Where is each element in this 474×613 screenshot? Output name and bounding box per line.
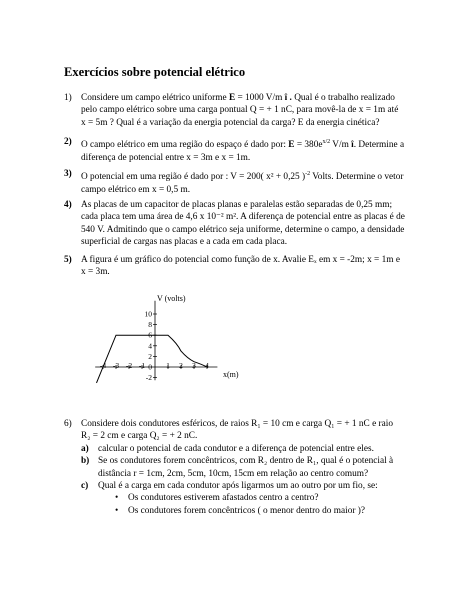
question-2-body [81, 136, 471, 164]
x-tick-label: -4 [99, 361, 107, 370]
bullet-1-text: Os condutores estiverem afastados centro a centro? [128, 493, 319, 504]
y-tick-label: 10 [144, 309, 152, 319]
x-tick-label: 4 [205, 361, 209, 370]
x-tick-label: -1 [138, 361, 146, 370]
question-4-line-1: As placas de um capacitor de placas planas e paralelas estão separadas de 0,25 mm; [81, 200, 393, 210]
y-tick-label: 8 [148, 320, 152, 330]
y-tick-label: 2 [148, 351, 152, 361]
question-2-number: 2) [64, 137, 72, 147]
question-6-number: 6) [64, 419, 72, 429]
question-3-body [81, 168, 471, 196]
question-5-body [81, 254, 471, 279]
question-6-line-2: R₂ = 2 cm e carga Q₂ = + 2 nC. [81, 431, 198, 442]
bullet-2-text: Os condutores forem concêntricos ( o menor dentro do maior )? [128, 505, 365, 516]
y-tick-label: -2 [145, 373, 152, 383]
graph-y-label: V (volts) [157, 294, 186, 303]
item-b-label: b) [81, 456, 90, 467]
question-3-line-1: O potencial em uma região é dado por : V = 200( x² + 0,25 )$^{-2}$ Volts. Determine o vetor [81, 171, 404, 183]
y-tick-label: 0 [148, 362, 152, 372]
x-tick-label: -3 [112, 361, 120, 370]
graph-ticks [100, 310, 209, 383]
y-tick-label: 6 [148, 330, 152, 340]
x-tick-label: -2 [125, 361, 133, 370]
question-4-line-4: superficial de cargas nas placas e a cada em cada placa. [81, 237, 288, 248]
question-1-line-2: pelo campo elétrico sobre uma carga pontual Q = + 1 nC, para movê-la de x = 1m até [81, 105, 399, 116]
item-a-line-1: calcular o potencial de cada condutor e a diferença de potencial entre eles. [98, 443, 374, 454]
question-3-line-2: campo elétrico em x = 0,5 m. [81, 184, 191, 195]
question-1-line-1: Considere um campo elétrico uniforme E = 1000 V/m î . Qual é o trabalho realizado [81, 93, 395, 103]
x-tick-label: 3 [192, 361, 196, 370]
y-tick-label: 4 [148, 341, 152, 351]
item-b-line-2: distância r = 1cm, 2cm, 5cm, 10cm, 15cm em relação ao centro comum? [98, 468, 369, 479]
question-4-number: 4) [64, 200, 72, 210]
item-c-label: c) [81, 481, 89, 491]
x-tick-label: 1 [166, 361, 170, 370]
question-6-line-1: Considere dois condutores esféricos, de raios R₁ = 10 cm e carga Q₁ = + 1 nC e raio [81, 419, 393, 429]
question-5-line-1: A figura é um gráfico do potencial como função de x. Avalie Eₓ em x = -2m; x = 1m e [81, 255, 400, 265]
question-5-line-2: x = 3m. [81, 267, 110, 278]
bullet-2-glyph: • [115, 505, 119, 516]
question-4-line-3: 540 V. Admitindo que o campo elétrico seja uniforme, determine o campo, a densidade [81, 224, 405, 235]
question-6-body [81, 418, 471, 443]
question-1-body [81, 92, 471, 129]
question-2-line-2: diferença de potencial entre x = 3m e x = 1m. [81, 152, 251, 163]
question-4-body [81, 199, 471, 249]
bullet-1-glyph: • [115, 493, 119, 504]
x-tick-label: 2 [179, 361, 183, 370]
question-2-line-1: O campo elétrico em uma região do espaço é dado por: $E = 380e^{x/2}$ V/m î. Determine a [81, 139, 405, 151]
question-1-number: 1) [64, 93, 72, 103]
question-1-line-3: x = 5m ? Qual é a variação da energia potencial da carga? E da energia cinética? [81, 117, 380, 128]
graph-x-label: x(m) [223, 370, 239, 379]
item-a-label: a) [81, 443, 89, 454]
item-b-line-1: Se os condutores forem concêntricos, com R₂ dentro de R₁, qual é o potencial à [98, 456, 394, 467]
question-3-number: 3) [64, 169, 72, 179]
item-c-line-1: Qual é a carga em cada condutor após ligarmos um ao outro por um fio, se: [98, 481, 378, 491]
question-4-line-2: cada placa tem uma área de 4,6 x 10⁻² m². A diferença de potencial entre as placas é de [81, 212, 405, 223]
question-5-number: 5) [64, 255, 72, 265]
potential-graph [80, 290, 280, 400]
page-title: Exercícios sobre potencial elétrico [64, 65, 246, 79]
